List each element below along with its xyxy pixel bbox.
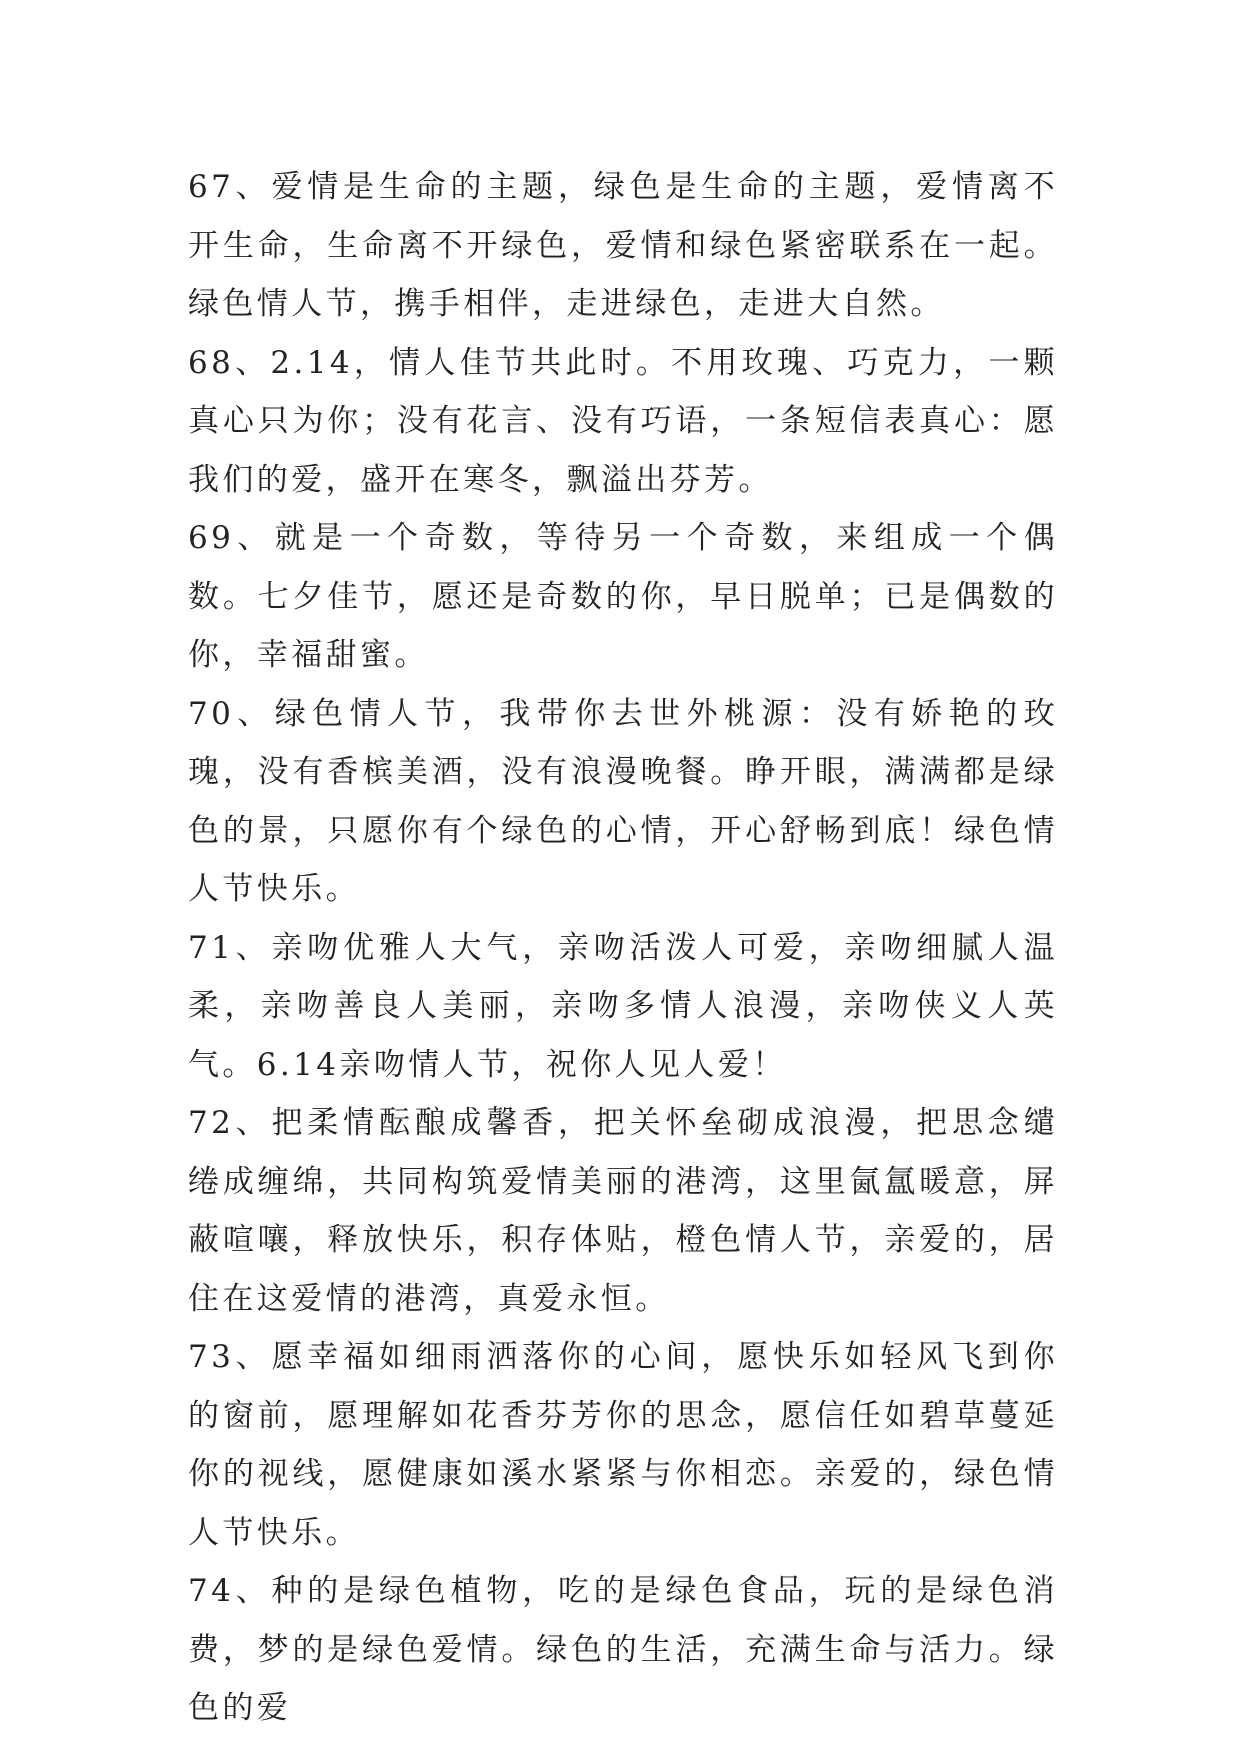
paragraph-67: 67、爱情是生命的主题，绿色是生命的主题，爱情离不开生命，生命离不开绿色，爱情和绿色紧密联系在一起。绿色情人节，携手相伴，走进绿色，走进大自然。 [188,169,1058,322]
paragraph-72: 72、把柔情酝酿成馨香，把关怀垒砌成浪漫，把思念缱绻成缠绵，共同构筑爱情美丽的港湾，这里氤氲暖意，屏蔽喧嚷，释放快乐，积存体贴，橙色情人节，亲爱的，居住在这爱情的港湾，真爱永恒。 [188,1105,1058,1317]
paragraph-73: 73、愿幸福如细雨洒落你的心间，愿快乐如轻风飞到你的窗前，愿理解如花香芬芳你的思念，愿信任如碧草蔓延你的视线，愿健康如溪水紧紧与你相恋。亲爱的，绿色情人节快乐。 [188,1339,1058,1551]
paragraph-68: 68、2.14，情人佳节共此时。不用玫瑰、巧克力，一颗真心只为你；没有花言、没有巧语，一条短信表真心：愿我们的爱，盛开在寒冬，飘溢出芬芳。 [188,344,1058,498]
paragraph-69: 69、就是一个奇数，等待另一个奇数，来组成一个偶数。七夕佳节，愿还是奇数的你，早日脱单；已是偶数的你，幸福甜蜜。 [188,520,1058,673]
paragraph-71: 71、亲吻优雅人大气，亲吻活泼人可爱，亲吻细腻人温柔，亲吻善良人美丽，亲吻多情人浪漫，亲吻侠义人英气。6.14亲吻情人节，祝你人见人爱！ [188,929,1058,1083]
document-body [188,158,1058,1738]
paragraph-74: 74、种的是绿色植物，吃的是绿色食品，玩的是绿色消费，梦的是绿色爱情。绿色的生活，充满生命与活力。绿色的爱 [188,1573,1058,1726]
paragraph-70: 70、绿色情人节，我带你去世外桃源：没有娇艳的玫瑰，没有香槟美酒，没有浪漫晚餐。睁开眼，满满都是绿色的景，只愿你有个绿色的心情，开心舒畅到底！绿色情人节快乐。 [188,695,1058,907]
